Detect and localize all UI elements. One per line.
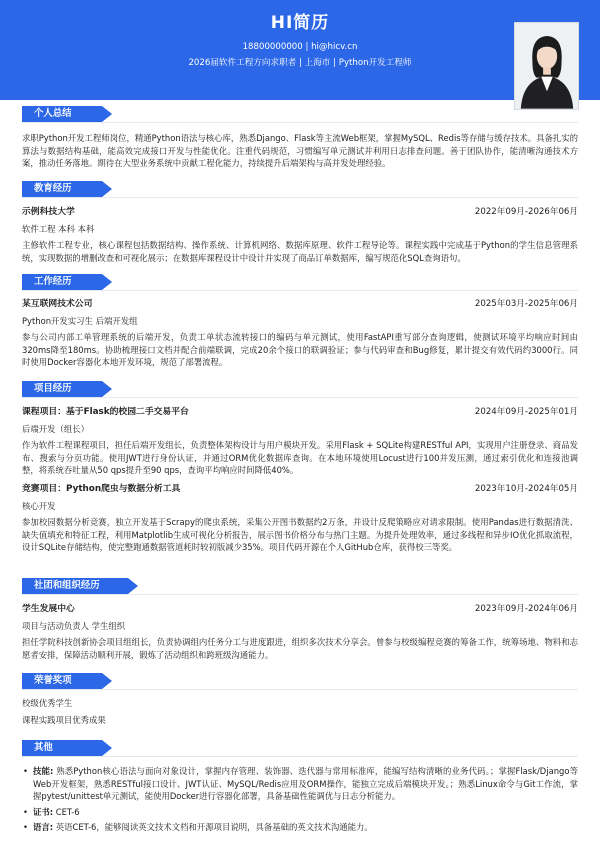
- project-entry: [22, 483, 578, 554]
- work-entry: [22, 298, 578, 369]
- section-title-work: 工作经历: [22, 274, 102, 290]
- skills-item: [22, 765, 578, 803]
- education-description: 主修软件工程专业，核心课程包括数据结构、操作系统、计算机网络、数据库原理、软件工程导论等。课程实践中完成基于Python的学生信息管理系统，实现数据的增删改查和可视化展示；在数据库课程设计中设计并实现了商品订单数据库，编写规范化SQL查询语句。: [22, 240, 578, 263]
- certificate-item: [22, 806, 578, 819]
- section-divider: [22, 197, 578, 198]
- section-divider: [22, 594, 578, 595]
- activity-role: 项目与活动负责人 学生组织: [22, 620, 126, 631]
- section-title-projects: 项目经历: [22, 381, 102, 397]
- activity-description: 担任学院科技创新协会项目组组长，负责协调组内任务分工与进度跟进，组织多次技术分享会。曾参与校级编程竞赛的筹备工作，统筹场地、物料和志愿者安排，保障活动顺利开展，锻炼了活动组织和跨班级沟通能力。: [22, 637, 578, 660]
- candidate-name: HI简历: [270, 13, 330, 33]
- section-title-education: 教育经历: [22, 181, 102, 197]
- project-description: 作为软件工程课程项目，担任后端开发组长，负责整体架构设计与用户模块开发。采用Flask + SQLite构建RESTful API，实现用户注册登录、商品发布、搜索与分页功能。使用JWT进行身份认证，并通过ORM优化数据库查询。在本地环境使用Locust进行100并发压测，通过索引优化和连接池调整，将系统吞吐量从50 qps提升至90 qps，查询平均响应时间降低40%。: [22, 440, 578, 476]
- project-description: 参加校园数据分析竞赛，独立开发基于Scrapy的爬虫系统，采集公开图书数据约2万条，并设计反爬策略应对请求限制。使用Pandas进行数据清洗、缺失值填充和特征工程，利用Matplotlib生成可视化分析报告，展示图书价格分布与热门主题。为提升处理效率，通过多线程和异步IO优化抓取流程，设计SQLite存储结构，使完整跑通数据管道耗时较初版减少35%。项目代码开源在个人GitHub仓库，获得校三等奖。: [22, 517, 578, 553]
- work-date: 2025年03月-2025年06月: [474, 299, 578, 309]
- summary-text: 求职Python开发工程师岗位，精通Python语法与核心库，熟悉Django、Flask等主流Web框架，掌握MySQL、Redis等存储与缓存技术。具备扎实的算法与数据结构基础，能高效完成接口开发与性能优化。注重代码规范，习惯编写单元测试并利用日志排查问题。善于团队协作，能清晰沟通技术方案，推动任务落地。期待在大型业务系统中贡献工程化能力，持续提升后端架构与高并发处理经验。: [22, 133, 578, 169]
- award-item: 校级优秀学生: [22, 698, 73, 708]
- language-item: [22, 821, 578, 834]
- section-divider: [22, 689, 578, 690]
- project-date: 2023年10月-2024年05月: [474, 484, 578, 494]
- other-list: [22, 765, 578, 837]
- project-date: 2024年09月-2025年01月: [474, 407, 578, 417]
- education-entry: [22, 206, 578, 264]
- education-major: 软件工程 本科 本科: [22, 223, 95, 234]
- section-title-awards: 荣誉奖项: [22, 673, 102, 689]
- activity-date: 2023年09月-2024年06月: [474, 604, 578, 614]
- skills-text: 熟悉Python核心语法与面向对象设计，掌握内存管理、装饰器、迭代器与常用标准库，能编写结构清晰的业务代码。；掌握Flask/Django等Web开发框架，熟悉RESTful接口设计、JWT认证、MySQL/Redis应用及ORM操作，能独立完成后端模块开发。；熟悉Linux命令与Git工作流，掌握pytest/unittest单元测试，能使用Docker进行容器化部署，具备基础性能调优与日志分析能力。: [33, 766, 578, 802]
- award-item: 课程实践项目优秀成果: [22, 714, 106, 725]
- activity-entry: [22, 603, 578, 661]
- project-role: 后端开发（组长）: [22, 423, 89, 434]
- section-title-activities: 社团和组织经历: [22, 578, 128, 594]
- certificate-text: CET-6: [55, 806, 80, 817]
- language-text: 英语CET-6，能够阅读英文技术文档和开源项目说明，具备基础的英文技术沟通能力。: [55, 822, 373, 833]
- school-name: 示例科技大学: [22, 207, 75, 217]
- certificate-label: 证书:: [33, 806, 54, 817]
- company-name: 某互联网技术公司: [22, 299, 93, 309]
- portrait-icon: [515, 23, 578, 109]
- section-divider: [22, 290, 578, 291]
- section-title-other: 其他: [22, 740, 102, 756]
- work-description: 参与公司内部工单管理系统的后端开发，负责工单状态流转接口的编码与单元测试，使用FastAPI重写部分查询逻辑，使测试环境平均响应时间由320ms降至180ms。协助梳理接口文档并配合前端联调，完成20余个接口的联调验证；参与代码审查和Bug修复，累计提交有效代码约3000行。同时使用Docker容器化本地开发环境，规范了部署流程。: [22, 332, 578, 368]
- awards-list: [22, 697, 578, 726]
- education-date: 2022年09月-2026年06月: [474, 207, 578, 217]
- section-divider: [22, 397, 578, 398]
- project-name: 竞赛项目：Python爬虫与数据分析工具: [22, 484, 181, 494]
- skills-label: 技能:: [33, 766, 54, 776]
- avatar: [514, 22, 579, 110]
- project-role: 核心开发: [22, 500, 56, 511]
- language-label: 语言:: [33, 822, 54, 833]
- project-entry: [22, 406, 578, 477]
- section-divider: [22, 122, 578, 123]
- section-title-summary: 个人总结: [22, 106, 102, 122]
- project-name: 课程项目：基于Flask的校园二手交易平台: [22, 407, 189, 417]
- section-divider: [22, 756, 578, 757]
- organization-name: 学生发展中心: [22, 604, 75, 614]
- work-position: Python开发实习生 后端开发组: [22, 315, 138, 326]
- job-intent: 2026届软件工程方向求职者 | 上海市 | Python开发工程师: [188, 58, 412, 68]
- resume-header: [0, 0, 600, 100]
- contact-info: 18800000000 | hi@hicv.cn: [242, 42, 358, 52]
